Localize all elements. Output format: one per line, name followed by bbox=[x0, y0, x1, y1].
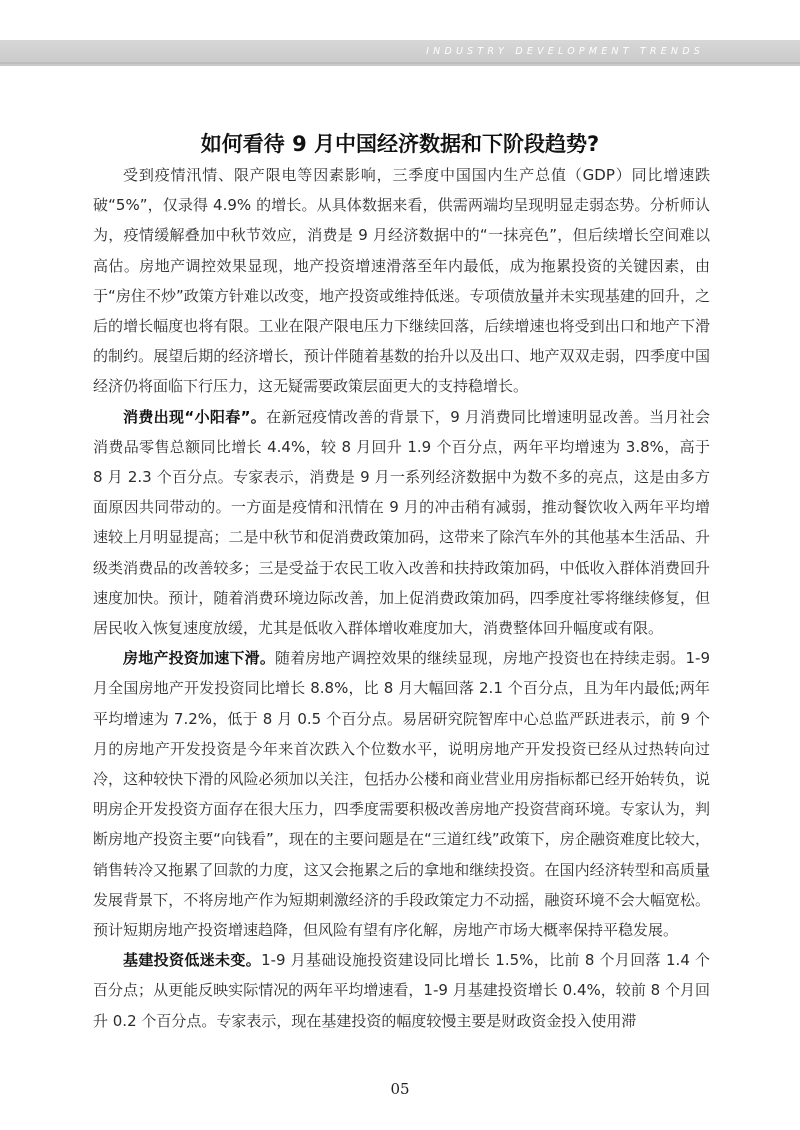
header-stripe bbox=[0, 62, 800, 64]
paragraph-lead: 消费出现“小阳春”。 bbox=[123, 407, 267, 426]
article-title: 如何看待 9 月中国经济数据和下阶段趋势? bbox=[200, 132, 600, 157]
paragraph-text: 随着房地产调控效果的继续显现，房地产投资也在持续走弱。1-9 月全国房地产开发投资同比增长 8.8%，比 8 月大幅回落 2.1 个百分点，且为年内最低;两年平均增速为 7.2%，低于 8 月 0.5 个百分点。易居研究院智库中心总监严跃进表示，前 9 个月的房地产开发投资是今年来首次跌入个位数水平，说明房地产开发投资已经从过热转向过冷，这种较快下滑的风险必须加以关注，包括办公楼和商业营业用房指标都已经开始转负，说明房企开发投资方面存在很大压力，四季度需要积极改善房地产投资营商环境。专家认为，判断房地产投资主要“向钱看”，现在的主要问题是在“三道红线”政策下，房企融资难度比较大，销售转冷又拖累了回款的力度，这又会拖累之后的拿地和继续投资。在国内经济转型和高质量发展背景下，不将房地产作为短期刺激经济的手段政策定力不动摇，融资环境不会大幅宽松。预计短期房地产投资增速趋降，但风险有望有序化解，房地产市场大概率保持平稳发展。 bbox=[93, 649, 710, 940]
paragraph-text: 在新冠疫情改善的背景下，9 月消费同比增速明显改善。当月社会消费品零售总额同比增长 4.4%，较 8 月回升 1.9 个百分点，两年平均增速为 3.8%，高于 8 月 2.3 个百分点。专家表示，消费是 9 月一系列经济数据中为数不多的亮点，这是由多方面原因共同带动的。一方面是疫情和汛情在 9 月的冲击稍有减弱，推动餐饮收入两年平均增速较上月明显提高；二是中秋节和促消费政策加码，这带来了除汽车外的其他基本生活品、升级类消费品的改善较多；三是受益于农民工收入改善和扶持政策加码，中低收入群体消费回升速度加快。预计，随着消费环境边际改善，加上促消费政策加码，四季度社零将继续修复，但居民收入恢复速度放缓，尤其是低收入群体增收难度加大，消费整体回升幅度或有限。 bbox=[93, 407, 710, 638]
paragraph-text: 1-9 月基础设施投资建设同比增长 1.5%，比前 8 个月回落 1.4 个百分点；从更能反映实际情况的两年平均增速看，1-9 月基建投资增长 0.4%，较前 8 个月回升 0.2 个百分点。专家表示，现在基建投资的幅度较慢主要是财政资金投入使用滞 bbox=[93, 951, 710, 1030]
paragraph-consumption bbox=[93, 402, 710, 644]
header-text: INDUSTRY DEVELOPMENT TRENDS bbox=[426, 46, 704, 57]
paragraph-infrastructure bbox=[93, 945, 710, 1036]
page-number: 05 bbox=[390, 1080, 410, 1098]
paragraph-lead: 基建投资低迷未变。 bbox=[123, 951, 262, 970]
paragraph-lead: 房地产投资加速下滑。 bbox=[123, 649, 276, 668]
paragraph-real-estate bbox=[93, 643, 710, 945]
paragraph-text: 受到疫情汛情、限产限电等因素影响，三季度中国国内生产总值（GDP）同比增速跌破“5%”，仅录得 4.9% 的增长。从具体数据来看，供需两端均呈现明显走弱态势。分析师认为，疫情缓解叠加中秋节效应，消费是 9 月经济数据中的“一抹亮色”，但后续增长空间难以高估。房地产调控效果显现，地产投资增速滑落至年内最低，成为拖累投资的关键因素，由于“房住不炒”政策方针难以改变，地产投资或维持低迷。专项债放量并未实现基建的回升，之后的增长幅度也将有限。工业在限产限电压力下继续回落，后续增速也将受到出口和地产下滑的制约。展望后期的经济增长，预计伴随着基数的抬升以及出口、地产双双走弱，四季度中国经济仍将面临下行压力，这无疑需要政策层面更大的支持稳增长。 bbox=[93, 166, 710, 396]
paragraph-intro bbox=[93, 160, 710, 402]
article-body bbox=[93, 160, 710, 1036]
